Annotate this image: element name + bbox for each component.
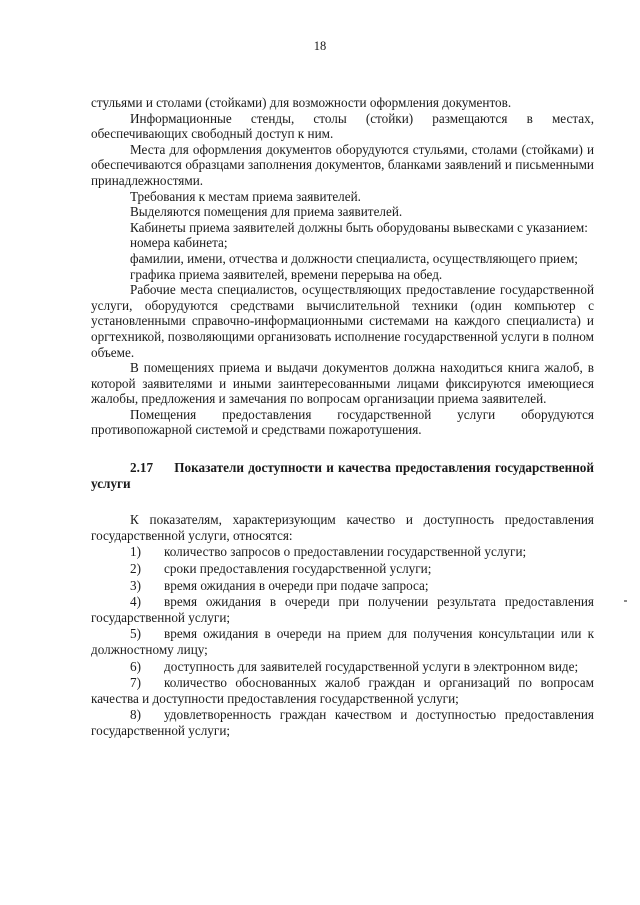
list-item-number: 4) (130, 594, 141, 610)
list-item-number: 2) (130, 561, 141, 577)
paragraph: графика приема заявителей, времени перерыва на обед. (130, 266, 443, 282)
list-item-text: количество обоснованных жалоб граждан и организаций по вопросам качества и доступности предоставления государственной услуги; (91, 675, 594, 706)
paragraph: Информационные стенды, столы (стойки) размещаются в местах, обеспечивающих свободный доступ к ним. (91, 110, 594, 142)
paragraph: Помещения предоставления государственной услуги оборудуются противопожарной системой и средствами пожаротушения. (91, 406, 594, 438)
page-number: 18 (313, 39, 327, 53)
paragraph: Требования к местам приема заявителей. (130, 188, 361, 204)
list-item (91, 578, 594, 594)
list-item (91, 675, 594, 706)
list-item (91, 626, 594, 657)
paragraph: стульями и столами (стойками) для возможности оформления документов. (91, 95, 512, 110)
list-item-number: 5) (130, 626, 141, 642)
section-heading (91, 460, 594, 491)
list-item-text: время ожидания в очереди при подаче запроса; (164, 577, 429, 593)
scan-speck (624, 600, 627, 602)
list-item (91, 707, 594, 738)
list-item (91, 561, 594, 577)
list-item-number: 6) (130, 658, 141, 674)
list-item-text: доступность для заявителей государственной услуги в электронном виде; (164, 658, 579, 674)
page-body (91, 95, 594, 739)
list-item (91, 594, 594, 625)
paragraph: В помещениях приема и выдачи документов должна находиться книга жалоб, в которой заявителями и иными заинтересованными лицами фиксируются имеющиеся жалобы, предложения и замечания по вопросам организации приема заявителей. (91, 360, 594, 407)
section-title: Показатели доступности и качества предоставления государственной услуги (91, 460, 594, 491)
list-item (91, 659, 594, 675)
paragraph: Выделяются помещения для приема заявителей. (130, 204, 403, 220)
list-item-text: сроки предоставления государственной услуги; (164, 561, 432, 577)
list-item-text: время ожидания в очереди на прием для получения консультации или к должностному лицу; (91, 626, 594, 657)
paragraph: номера кабинета; (130, 235, 228, 251)
list-item-number: 8) (130, 707, 141, 723)
paragraph: Кабинеты приема заявителей должны быть оборудованы вывесками с указанием: (130, 219, 588, 235)
list-item (91, 544, 594, 560)
list-item-number: 1) (130, 544, 141, 560)
list-item-text: удовлетворенность граждан качеством и доступностью предоставления государственной услуги; (91, 707, 594, 738)
paragraph: Места для оформления документов оборудуются стульями, столами (стойками) и обеспечиваются образцами заполнения документов, бланками заявлений и письменными принадлежностями. (91, 141, 594, 188)
paragraph: Рабочие места специалистов, осуществляющих предоставление государственной услуги, оборудуются средствами вычислительной техники (один компьютер с установленными справочно-информационными системами на каждого специалиста) и оргтехникой, позволяющими организовать исполнение государственной услуги в полном объеме. (91, 282, 594, 360)
section-number: 2.17 (130, 460, 154, 476)
list-item-number: 7) (130, 675, 141, 691)
list-item-text: время ожидания в очереди при получении результата предоставления государственной услуги; (91, 594, 594, 625)
paragraph: фамилии, имени, отчества и должности специалиста, осуществляющего прием; (130, 250, 578, 266)
list-item-text: количество запросов о предоставлении государственной услуги; (164, 544, 527, 560)
list-item-number: 3) (130, 577, 141, 593)
list-intro: К показателям, характеризующим качество и доступность предоставления государственной услуги, относятся: (91, 512, 594, 543)
